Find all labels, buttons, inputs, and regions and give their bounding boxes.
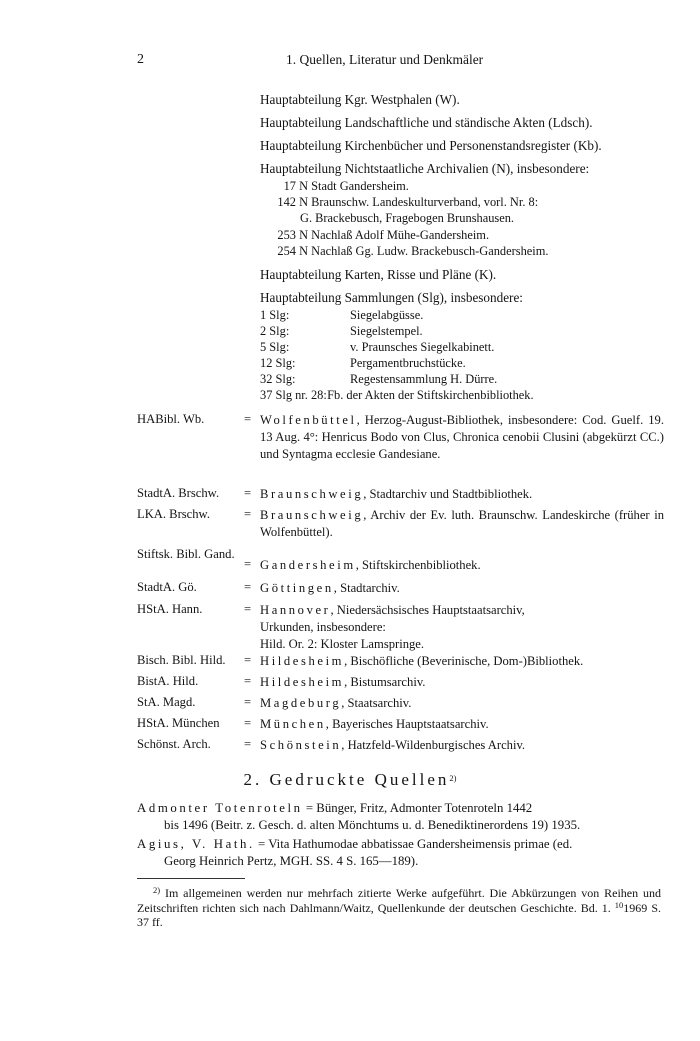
archive-sammlungen: Hauptabteilung Sammlungen (Slg), insbesondere: [260,290,523,305]
list-item: 17 N Stadt Gandersheim. [283,179,409,193]
list-item: 37 Slg nr. 28: Fb. der Akten der Stiftskirchenbibliothek. [260,388,534,403]
footnote-rule [137,878,245,879]
printed-source-entry: Admonter Totenroteln = Bünger, Fritz, Admonter Totenroteln 1442 bis 1496 (Beitr. z. Gesch. d. alten Mönchtums u. d. Benediktinerordens 19) 1935. [137,801,581,833]
page-number: 2 [137,52,144,67]
archive-nichtstaatlich: Hauptabteilung Nichtstaatliche Archivalien (N), insbesondere: [260,161,590,176]
list-item: 32 Slg: Regestensammlung H. Dürre. [260,372,498,387]
list-item: G. Brackebusch, Fragebogen Brunshausen. [300,211,515,226]
archive-landschaft: Hauptabteilung Landschaftliche und ständische Akten (Ldsch). [260,115,593,130]
printed-source-entry: Agius, V. Hath. = Vita Hathumodae abbatissae Gandersheimensis primae (ed. Georg Heinrich Pertz, MGH. SS. 4 S. 165—189). [137,837,573,869]
list-item: 253 N Nachlaß Adolf Mühe-Gandersheim. [277,227,490,242]
n-item-list [260,178,660,259]
list-item: 12 Slg: Pergamentbruchstücke. [260,356,466,371]
slg-list [260,307,534,404]
footnote: $^{2)}$ Im allgemeinen werden nur mehrfach zitierte Werke aufgeführt. Die Abkürzungen von Reihen und Zeitschriften richten sich nach Dahlmann/Waitz, Quellenkunde der deutschen Geschichte. Bd. 1. $^{10}$1969 S. 37 ff. [137,885,661,930]
list-item: 142 N Braunschw. Landeskulturverband, vorl. Nr. 8: [277,195,539,210]
running-head: 1. Quellen, Literatur und Denkmäler [286,52,484,67]
archive-westfalen: Hauptabteilung Kgr. Westphalen (W). [260,92,460,107]
list-item: 1 Slg: Siegelabgüsse. [260,308,424,322]
list-item: 5 Slg: v. Praunsches Siegelkabinett. [260,340,495,355]
list-item: 254 N Nachlaß Gg. Ludw. Brackebusch-Gandersheim. [277,243,549,258]
archive-karten: Hauptabteilung Karten, Risse und Pläne (K). [260,267,497,282]
section-heading: 2. Gedruckte Quellen$^{2)}$ [243,770,457,789]
footnote-ref: 2) [449,773,457,783]
list-item: 2 Slg: Siegelstempel. [260,324,423,339]
archive-kirchen: Hauptabteilung Kirchenbücher und Personenstandsregister (Kb). [260,138,602,153]
